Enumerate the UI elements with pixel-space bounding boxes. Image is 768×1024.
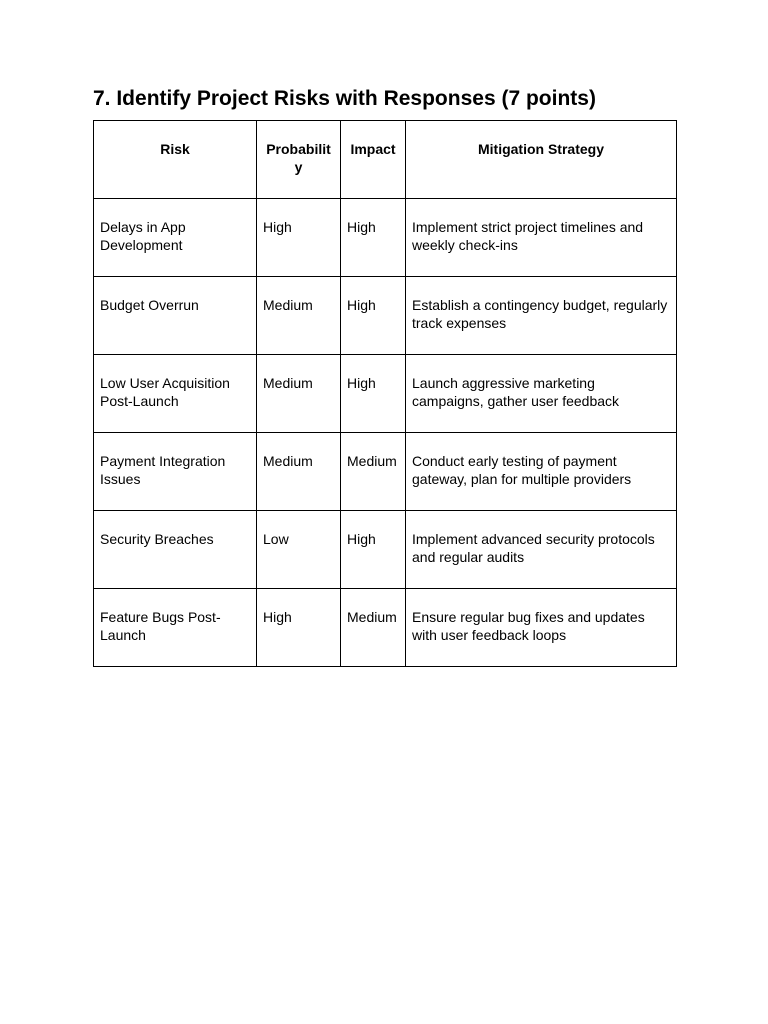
table-row (94, 433, 677, 511)
cell-risk: Low User Acquisition Post-Launch (94, 355, 257, 433)
page-title: 7. Identify Project Risks with Responses (7 points) (93, 87, 596, 110)
cell-risk: Security Breaches (94, 511, 257, 589)
cell-impact: High (341, 355, 406, 433)
cell-mitigation: Launch aggressive marketing campaigns, gather user feedback (406, 355, 677, 433)
table-row (94, 199, 677, 277)
table-row (94, 277, 677, 355)
table-row (94, 511, 677, 589)
header-impact: Impact (341, 121, 406, 199)
cell-mitigation: Ensure regular bug fixes and updates with user feedback loops (406, 589, 677, 667)
table-row (94, 589, 677, 667)
cell-probability: Medium (257, 355, 341, 433)
cell-probability: Low (257, 511, 341, 589)
cell-mitigation: Implement advanced security protocols and regular audits (406, 511, 677, 589)
cell-mitigation: Establish a contingency budget, regularly track expenses (406, 277, 677, 355)
risk-table (93, 120, 677, 667)
cell-probability: High (257, 589, 341, 667)
cell-impact: Medium (341, 589, 406, 667)
cell-impact: High (341, 199, 406, 277)
cell-mitigation: Implement strict project timelines and weekly check-ins (406, 199, 677, 277)
cell-impact: High (341, 511, 406, 589)
cell-risk: Delays in App Development (94, 199, 257, 277)
cell-risk: Budget Overrun (94, 277, 257, 355)
cell-probability: Medium (257, 277, 341, 355)
cell-impact: Medium (341, 433, 406, 511)
cell-impact: High (341, 277, 406, 355)
cell-mitigation: Conduct early testing of payment gateway, plan for multiple providers (406, 433, 677, 511)
header-probability: Probability (257, 121, 341, 199)
cell-probability: Medium (257, 433, 341, 511)
table-header-row (94, 121, 677, 199)
cell-probability: High (257, 199, 341, 277)
header-mitigation-strategy: Mitigation Strategy (406, 121, 677, 199)
table-row (94, 355, 677, 433)
cell-risk: Feature Bugs Post-Launch (94, 589, 257, 667)
header-risk: Risk (94, 121, 257, 199)
cell-risk: Payment Integration Issues (94, 433, 257, 511)
